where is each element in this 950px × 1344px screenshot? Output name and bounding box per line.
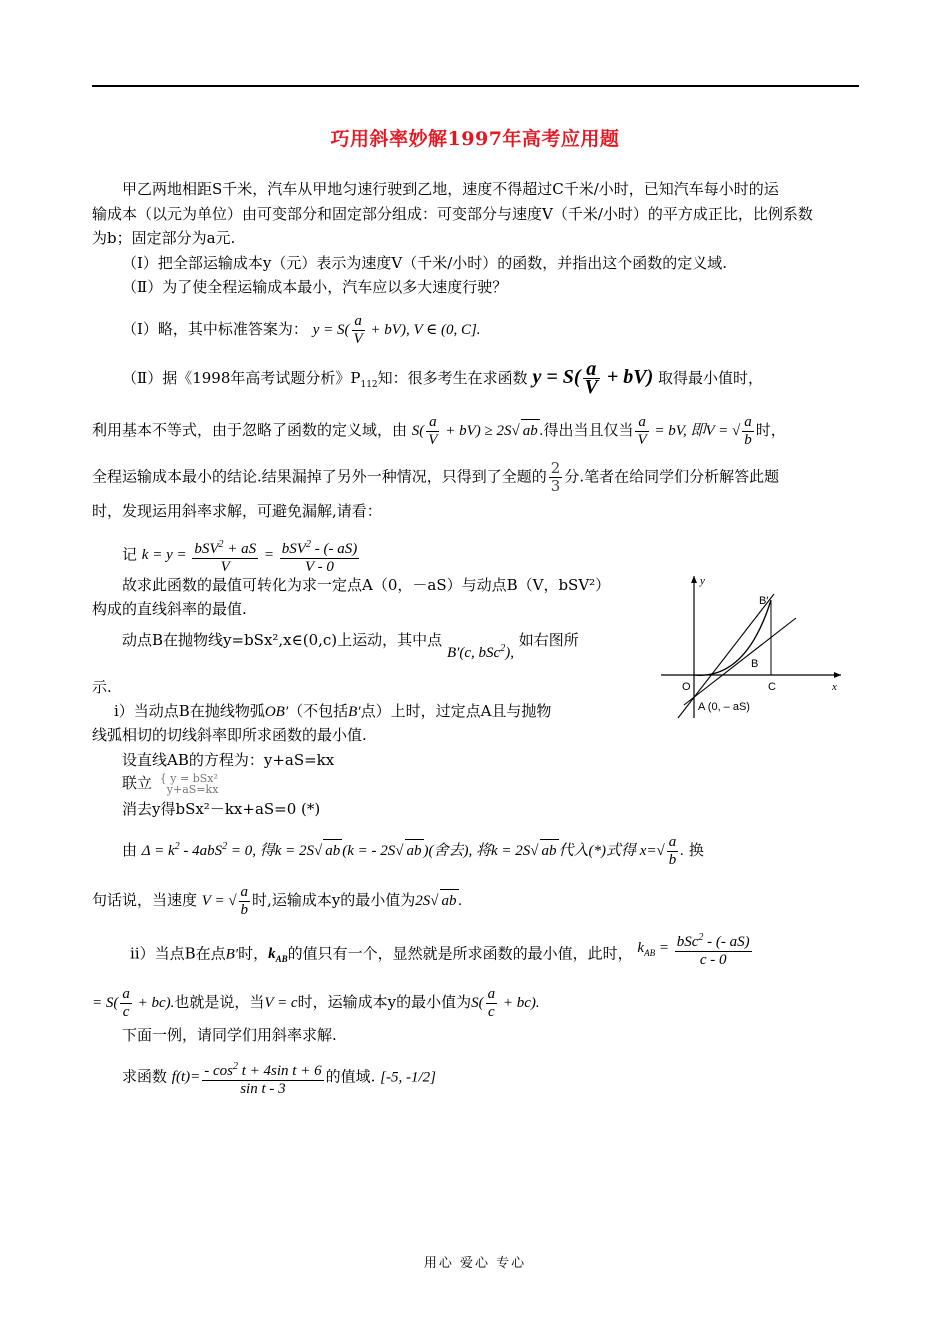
problem-line-3: 为b；固定部分为a元. [92,229,236,247]
tangent-line [684,618,796,705]
point-b-prime-label: B′ [759,595,769,607]
case-1-conclusion: 句话说，当速度 V = √ $\frac{a}{b}$ 时,运输成本y的最小值为2S√ ab . [92,884,462,919]
x-axis-arrow-icon [834,672,841,678]
analysis-p3: 动点B在抛物线y=bSx²,x∈(0,c)上运动，其中点 B′(c, bSc$^2$), 如右图所 [122,631,579,661]
function-formula: y = S( $\frac{a}{V}$ + bV) [532,358,654,398]
slope-definition: 记 k = y = $\frac{bSV^2 + aS}{V}$ = $\frac{bSV^2 - (- aS)}{V - 0}$ [122,536,361,576]
parabola-arc [694,600,771,675]
analysis-p2: 构成的直线斜率的最值. [92,600,247,618]
header-rule [92,85,859,87]
case-2-line-2: = S( $\frac{a}{c}$ + bc).也就是说，当V = c时，运输成本y的最小值为S( $\frac{a}{c}$ + bc). [92,986,540,1020]
y-axis-arrow-icon [691,576,697,583]
case-2-line-1: ⅱ）当点B在点B′时，$k_{AB}$的值只有一个，显然就是所求函数的最小值，此时， $k_{AB}$ = $\frac{bSc^2 - (- aS)}{c - 0}$ [130,935,754,975]
question-2: （Ⅱ）为了使全程运输成本最小，汽车应以多大速度行驶？ [122,278,508,296]
case-1-line-3: 设直线AB的方程为：y+aS=kx [122,751,335,769]
parabola-figure [656,570,846,720]
point-c-label: C [768,681,776,693]
answer-1-text: （Ⅰ）略，其中标准答案为： [122,319,308,338]
point-a-label: A (0, – aS) [698,701,750,713]
exercise-intro: 下面一例，请同学们用斜率求解. [122,1026,337,1044]
page-title: 巧用斜率妙解1997年高考应用题 [330,128,620,150]
problem-line-2: 输成本（以元为单位）由可变部分和固定部分组成：可变部分与速度V（千米/小时）的平方成正比，比例系数 [92,205,813,223]
case-1-line-1: ⅰ）当动点B在抛线物弧OB′（不包括B′点）上时，过定点A且与抛物 [114,702,552,720]
case-1-eliminate: 消去y得bSx²－kx+aS=0 (*) [122,800,321,818]
case-1-discriminant: 由 $\Delta = k^2 - 4abS^2 = 0$, 得k = 2S√ ab (k = - 2S√ ab )(舍去), 将k = 2S√ ab 代入(*)式得 x=√ $\frac{a}{b}$ . 换 [122,834,704,869]
analysis-p4: 示. [92,678,112,696]
case-1-line-2: 线弧相切的切线斜率即所求函数的最小值. [92,726,367,744]
x-label: x [832,681,837,693]
answer-2-line-1: （Ⅱ）据《1998年高考试题分析》$P_{112}$知：很多考生在求函数 y = S( $\frac{a}{V}$ + bV) 取得最小值时， [122,358,764,398]
point-b-label: B [751,658,759,670]
analysis-p1: 故求此函数的最值可转化为求一定点A（0，－aS）与动点B（V，bSV²） [122,576,611,594]
secant-line-ab-prime [678,594,774,718]
answer-1-formula: y = S( $\frac{a}{V}$ + bV), V ∈ (0, C]. [312,313,481,347]
exercise-problem: 求函数 f(t)= $\frac{- \cos^2 t + 4\sin t + 6}{\text{sin t - 3}}$ 的值域. [-5, -1/2] [122,1058,436,1098]
problem-line-1: 甲乙两地相距S千米，汽车从甲地匀速行驶到乙地，速度不得超过C千米/小时，已知汽车每小时的运 [122,180,779,198]
answer-2-line-3: 全程运输成本最小的结论.结果漏掉了另外一种情况，只得到了全题的 $\frac{2}{3}$ 分.笔者在给同学们分析解答此题 [92,459,780,495]
answer-1 [122,313,481,348]
case-1-system: 联立 { y = bSx² y+aS=kx [122,772,219,796]
exercise-answer: [-5, -1/2] [380,1069,436,1086]
origin-label: O [682,681,691,693]
question-1: （Ⅰ）把全部运输成本y（元）表示为速度V（千米/小时）的函数，并指出这个函数的定义域. [122,254,728,272]
y-label: y [700,575,705,587]
page-footer: 用心 爱心 专心 [423,1256,527,1271]
answer-2-line-4: 时，发现运用斜率求解，可避免漏解,请看： [92,502,382,520]
answer-2-line-2: 利用基本不等式，由于忽略了函数的定义域，由 S( $\frac{a}{V}$ + bV) ≥ 2S√ ab .得出当且仅当 $\frac{a}{V}$ = bV, 即V = √ $\frac{a}{b}$ 时， [92,414,786,449]
